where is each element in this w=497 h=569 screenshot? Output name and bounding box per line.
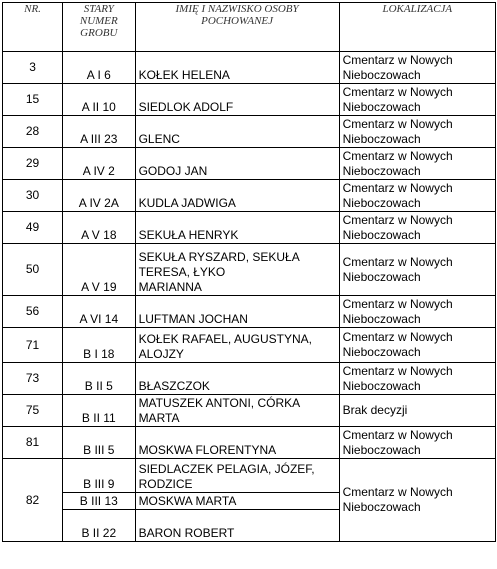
row-nr: 29 (3, 148, 63, 180)
location-line: Nieboczowach (342, 131, 421, 146)
table-row (3, 116, 496, 148)
burial-register-table (2, 2, 496, 542)
name-line: KOŁEK HELENA (138, 68, 230, 82)
location-line: Cmentarz w Nowych (342, 330, 453, 344)
header-nr: NR. (3, 3, 63, 52)
row-grave-number: B II 5 (63, 363, 136, 395)
header-name: IMIĘ I NAZWISKO OSOBY POCHOWANEJ (135, 3, 339, 52)
row-grave-number: A I 6 (63, 52, 136, 84)
location-line: Nieboczowach (342, 269, 421, 284)
location-line: Nieboczowach (342, 345, 421, 359)
row-person-name (135, 510, 339, 542)
row-person-name (135, 427, 339, 459)
row-grave-number: B II 22 (63, 510, 136, 542)
row-location (339, 363, 495, 395)
location-line: Nieboczowach (342, 500, 421, 514)
header-location: LOKALIZACJA (339, 3, 495, 52)
row-grave-number: A II 10 (63, 84, 136, 116)
row-grave-number: A V 19 (63, 244, 136, 296)
table-row (3, 395, 496, 427)
row-grave-number: B I 18 (63, 328, 136, 363)
table-row (3, 148, 496, 180)
name-line: SIEDLACZEK PELAGIA, JÓZEF, (138, 462, 315, 476)
location-line: Nieboczowach (342, 378, 421, 393)
row-grave-number: A VI 14 (63, 296, 136, 328)
header-row (3, 3, 496, 52)
location-line: Nieboczowach (342, 311, 421, 326)
location-line: Nieboczowach (342, 163, 421, 178)
location-line: Cmentarz w Nowych (342, 254, 453, 269)
location-line: Cmentarz w Nowych (342, 427, 453, 442)
row-nr: 56 (3, 296, 63, 328)
table-row (3, 212, 496, 244)
table-row (3, 84, 496, 116)
location-line: Cmentarz w Nowych (342, 148, 453, 163)
location-line: Cmentarz w Nowych (342, 52, 453, 67)
location-line: Cmentarz w Nowych (342, 116, 453, 131)
name-line: MARIANNA (138, 280, 202, 294)
row-location (339, 459, 495, 542)
location-line: Cmentarz w Nowych (342, 485, 453, 499)
row-location (339, 427, 495, 459)
row-nr: 30 (3, 180, 63, 212)
row-person-name (135, 296, 339, 328)
row-location (339, 52, 495, 84)
row-nr: 3 (3, 52, 63, 84)
row-nr: 28 (3, 116, 63, 148)
name-line: SIEDLOK ADOLF (138, 100, 234, 114)
row-person-name (135, 493, 339, 510)
location-line: Nieboczowach (342, 99, 421, 114)
row-person-name (135, 180, 339, 212)
row-grave-number: A III 23 (63, 116, 136, 148)
name-line: MATUSZEK ANTONI, CÓRKA (138, 396, 301, 410)
name-line: MOSKWA FLORENTYNA (138, 443, 277, 457)
row-person-name (135, 52, 339, 84)
row-location (339, 395, 495, 427)
row-location (339, 296, 495, 328)
row-nr: 15 (3, 84, 63, 116)
name-line: RODZICE (138, 477, 193, 491)
row-nr: 75 (3, 395, 63, 427)
row-grave-number: B II 11 (63, 395, 136, 427)
location-line: Nieboczowach (342, 227, 421, 242)
name-line: LUFTMAN JOCHAN (138, 312, 248, 326)
location-line: Nieboczowach (342, 442, 421, 457)
name-line: ALOJZY (138, 347, 184, 361)
row-person-name (135, 212, 339, 244)
row-nr: 81 (3, 427, 63, 459)
row-location (339, 148, 495, 180)
location-line: Cmentarz w Nowych (342, 180, 453, 195)
table-row (3, 328, 496, 363)
row-person-name (135, 244, 339, 296)
location-line: Cmentarz w Nowych (342, 84, 453, 99)
row-person-name (135, 395, 339, 427)
name-line: KUDLA JADWIGA (138, 196, 236, 210)
row-grave-number: A IV 2A (63, 180, 136, 212)
name-line: TERESA, ŁYKO (138, 265, 226, 279)
row-location (339, 180, 495, 212)
table-row (3, 52, 496, 84)
table-row (3, 363, 496, 395)
table-row (3, 459, 496, 493)
row-person-name (135, 116, 339, 148)
location-line: Brak decyzji (342, 403, 408, 417)
row-location (339, 212, 495, 244)
table-row (3, 244, 496, 296)
row-grave-number: B III 9 (63, 459, 136, 493)
row-person-name (135, 363, 339, 395)
table-row (3, 427, 496, 459)
name-line: GLENC (138, 132, 180, 146)
location-line: Nieboczowach (342, 67, 421, 82)
row-location (339, 84, 495, 116)
name-line: MARTA (138, 411, 180, 425)
row-location (339, 244, 495, 296)
location-line: Cmentarz w Nowych (342, 296, 453, 311)
row-person-name (135, 328, 339, 363)
row-location (339, 116, 495, 148)
name-line: MOSKWA MARTA (138, 494, 237, 508)
row-nr: 50 (3, 244, 63, 296)
location-line: Nieboczowach (342, 195, 421, 210)
name-line: SEKUŁA RYSZARD, SEKUŁA (138, 250, 300, 264)
row-nr: 82 (3, 459, 63, 542)
row-grave-number: A IV 2 (63, 148, 136, 180)
row-nr: 71 (3, 328, 63, 363)
row-grave-number: B III 5 (63, 427, 136, 459)
table-row (3, 296, 496, 328)
row-grave-number: B III 13 (63, 493, 136, 510)
name-line: SEKUŁA HENRYK (138, 228, 239, 242)
row-nr: 49 (3, 212, 63, 244)
name-line: BARON ROBERT (138, 526, 235, 540)
name-line: GODOJ JAN (138, 164, 208, 178)
header-grave-number: STARY NUMER GROBU (63, 3, 136, 52)
name-line: BŁASZCZOK (138, 379, 210, 393)
row-person-name (135, 84, 339, 116)
row-nr: 73 (3, 363, 63, 395)
row-person-name (135, 459, 339, 493)
row-location (339, 328, 495, 363)
row-grave-number: A V 18 (63, 212, 136, 244)
name-line: KOŁEK RAFAEL, AUGUSTYNA, (138, 332, 312, 346)
location-line: Cmentarz w Nowych (342, 363, 453, 378)
row-person-name (135, 148, 339, 180)
table-row (3, 180, 496, 212)
location-line: Cmentarz w Nowych (342, 212, 453, 227)
